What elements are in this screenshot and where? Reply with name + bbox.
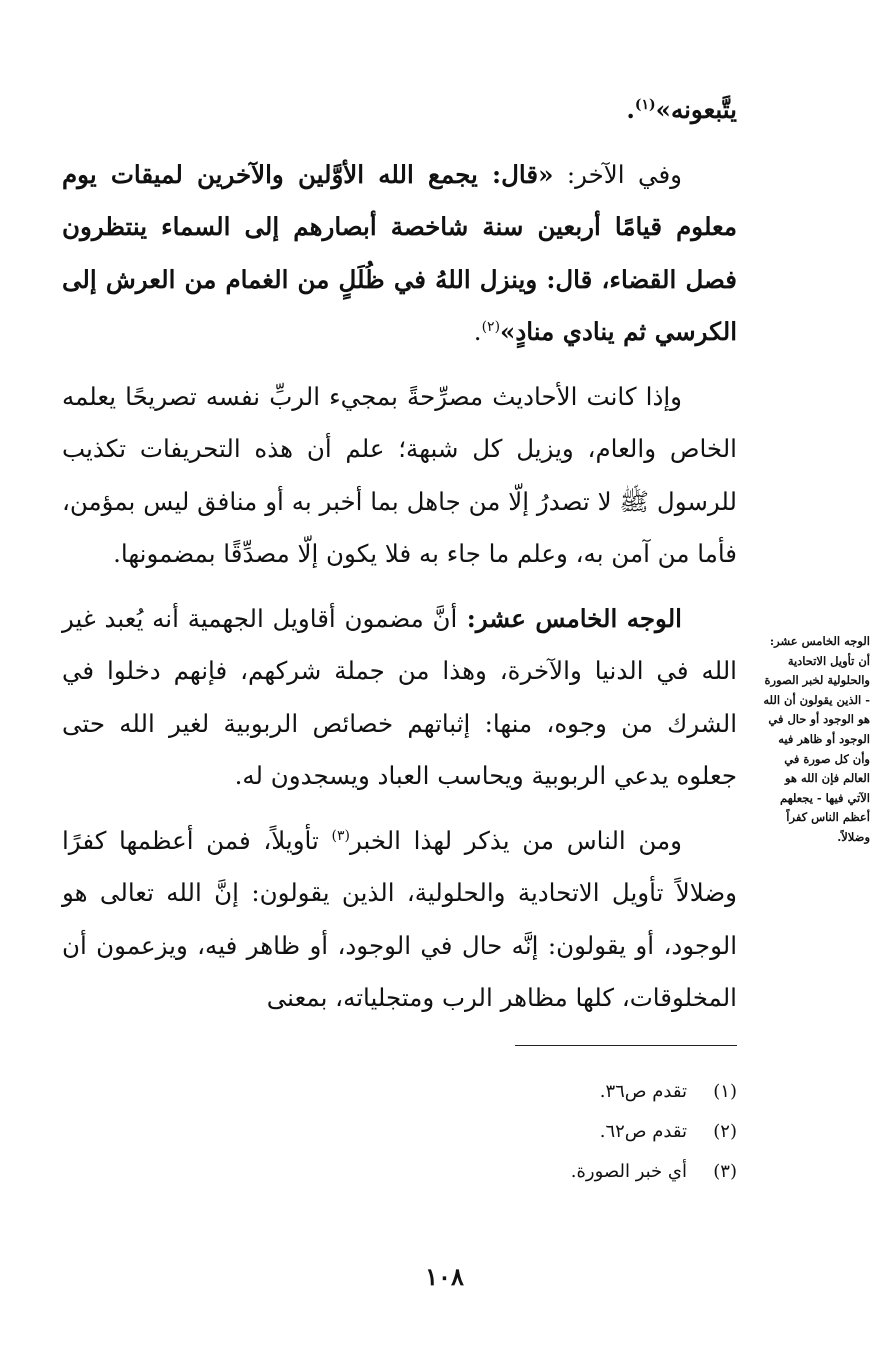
section-heading: الوجه الخامس عشر: bbox=[457, 603, 682, 633]
punct: . bbox=[626, 95, 635, 124]
paragraph-interpretation bbox=[62, 815, 737, 1025]
paragraph-continuation bbox=[62, 84, 737, 137]
section-body: أنَّ مضمون أقاويل الجهمية أنه يُعبد غير الله في الدنيا والآخرة، وهذا من جملة شركهم، فإنهم دخلوا في الشرك من وجوه، منها: إثباتهم خصائص الربوبية لغير الله حتى جعلوه يدعي الربوبية ويحاسب العباد ويسجدون له. bbox=[62, 603, 737, 790]
paragraph-fifteenth-aspect bbox=[62, 593, 737, 803]
footnote-number: (١) bbox=[713, 1081, 737, 1102]
page-number: ١٠٨ bbox=[425, 1262, 464, 1291]
footnote-item bbox=[300, 1072, 737, 1112]
main-text bbox=[62, 84, 737, 1025]
hadith-lead: وفي الآخر: bbox=[553, 159, 682, 189]
quote-end-text: يتَّبعونه» bbox=[655, 95, 737, 124]
footnote-item bbox=[300, 1112, 737, 1152]
punct: . bbox=[473, 317, 482, 346]
footnote-text: أي خبر الصورة. bbox=[570, 1161, 687, 1182]
footnotes bbox=[300, 1072, 737, 1192]
footnote-divider bbox=[515, 1045, 737, 1046]
hadith-quote: «قال: يجمع الله الأوَّلين والآخرين لميقات يوم معلوم قيامًا أربعين سنة شاخصة أبصارهم إلى السماء ينتظرون فصل القضاء، قال: وينزل اللهُ في ظُلَلٍ من الغمام من العرش إلى الكرسي ثم ينادي منادٍ» bbox=[62, 159, 737, 346]
paragraph-explanation: وإذا كانت الأحاديث مصرِّحةً بمجيء الربِّ نفسه تصريحًا يعلمه الخاص والعام، ويزيل كل شبهة؛ علم أن هذه التحريفات تكذيب للرسول ﷺ لا تصدرُ إلّا من جاهل بما أخبر به أو منافق ليس بمؤمن، فأما من آمن به، وعلم ما جاء به فلا يكون إلّا مصدِّقًا بمضمونها. bbox=[62, 381, 737, 568]
footnote-ref-3: (٣) bbox=[331, 827, 350, 844]
footnote-item bbox=[300, 1152, 737, 1192]
margin-note: الوجه الخامس عشر: أن تأويل الاتحادية والحلولية لخبر الصورة - الذين يقولون أن الله هو الوجود أو حال في الوجود أو ظاهر فيه وأن كل صورة في العالم فإن الله هو الآتي فيها - يجعلهم أعظم الناس كفراً وضلالاً. bbox=[763, 634, 870, 844]
footnote-text: تقدم ص٣٦. bbox=[599, 1081, 687, 1102]
text-part: تأويلاً، فمن أعظمها كفرًا وضلالاً تأويل الاتحادية والحلولية، الذين يقولون: إنَّ الله تعالى هو الوجود، أو يقولون: إنَّه حال في الوجود، أو ظاهر فيه، ويزعمون أن المخلوقات، كلها مظاهر الرب ومتجلياته، بمعنى bbox=[62, 825, 737, 1012]
footnote-number: (٣) bbox=[713, 1161, 737, 1182]
footnote-number: (٢) bbox=[713, 1121, 737, 1142]
footnote-ref-2: (٢) bbox=[481, 318, 501, 335]
paragraph-hadith bbox=[62, 149, 737, 359]
text-part: ومن الناس من يذكر لهذا الخبر bbox=[349, 825, 683, 855]
footnote-ref-1: (١) bbox=[634, 96, 656, 113]
footnote-text: تقدم ص٦٢. bbox=[599, 1121, 687, 1142]
